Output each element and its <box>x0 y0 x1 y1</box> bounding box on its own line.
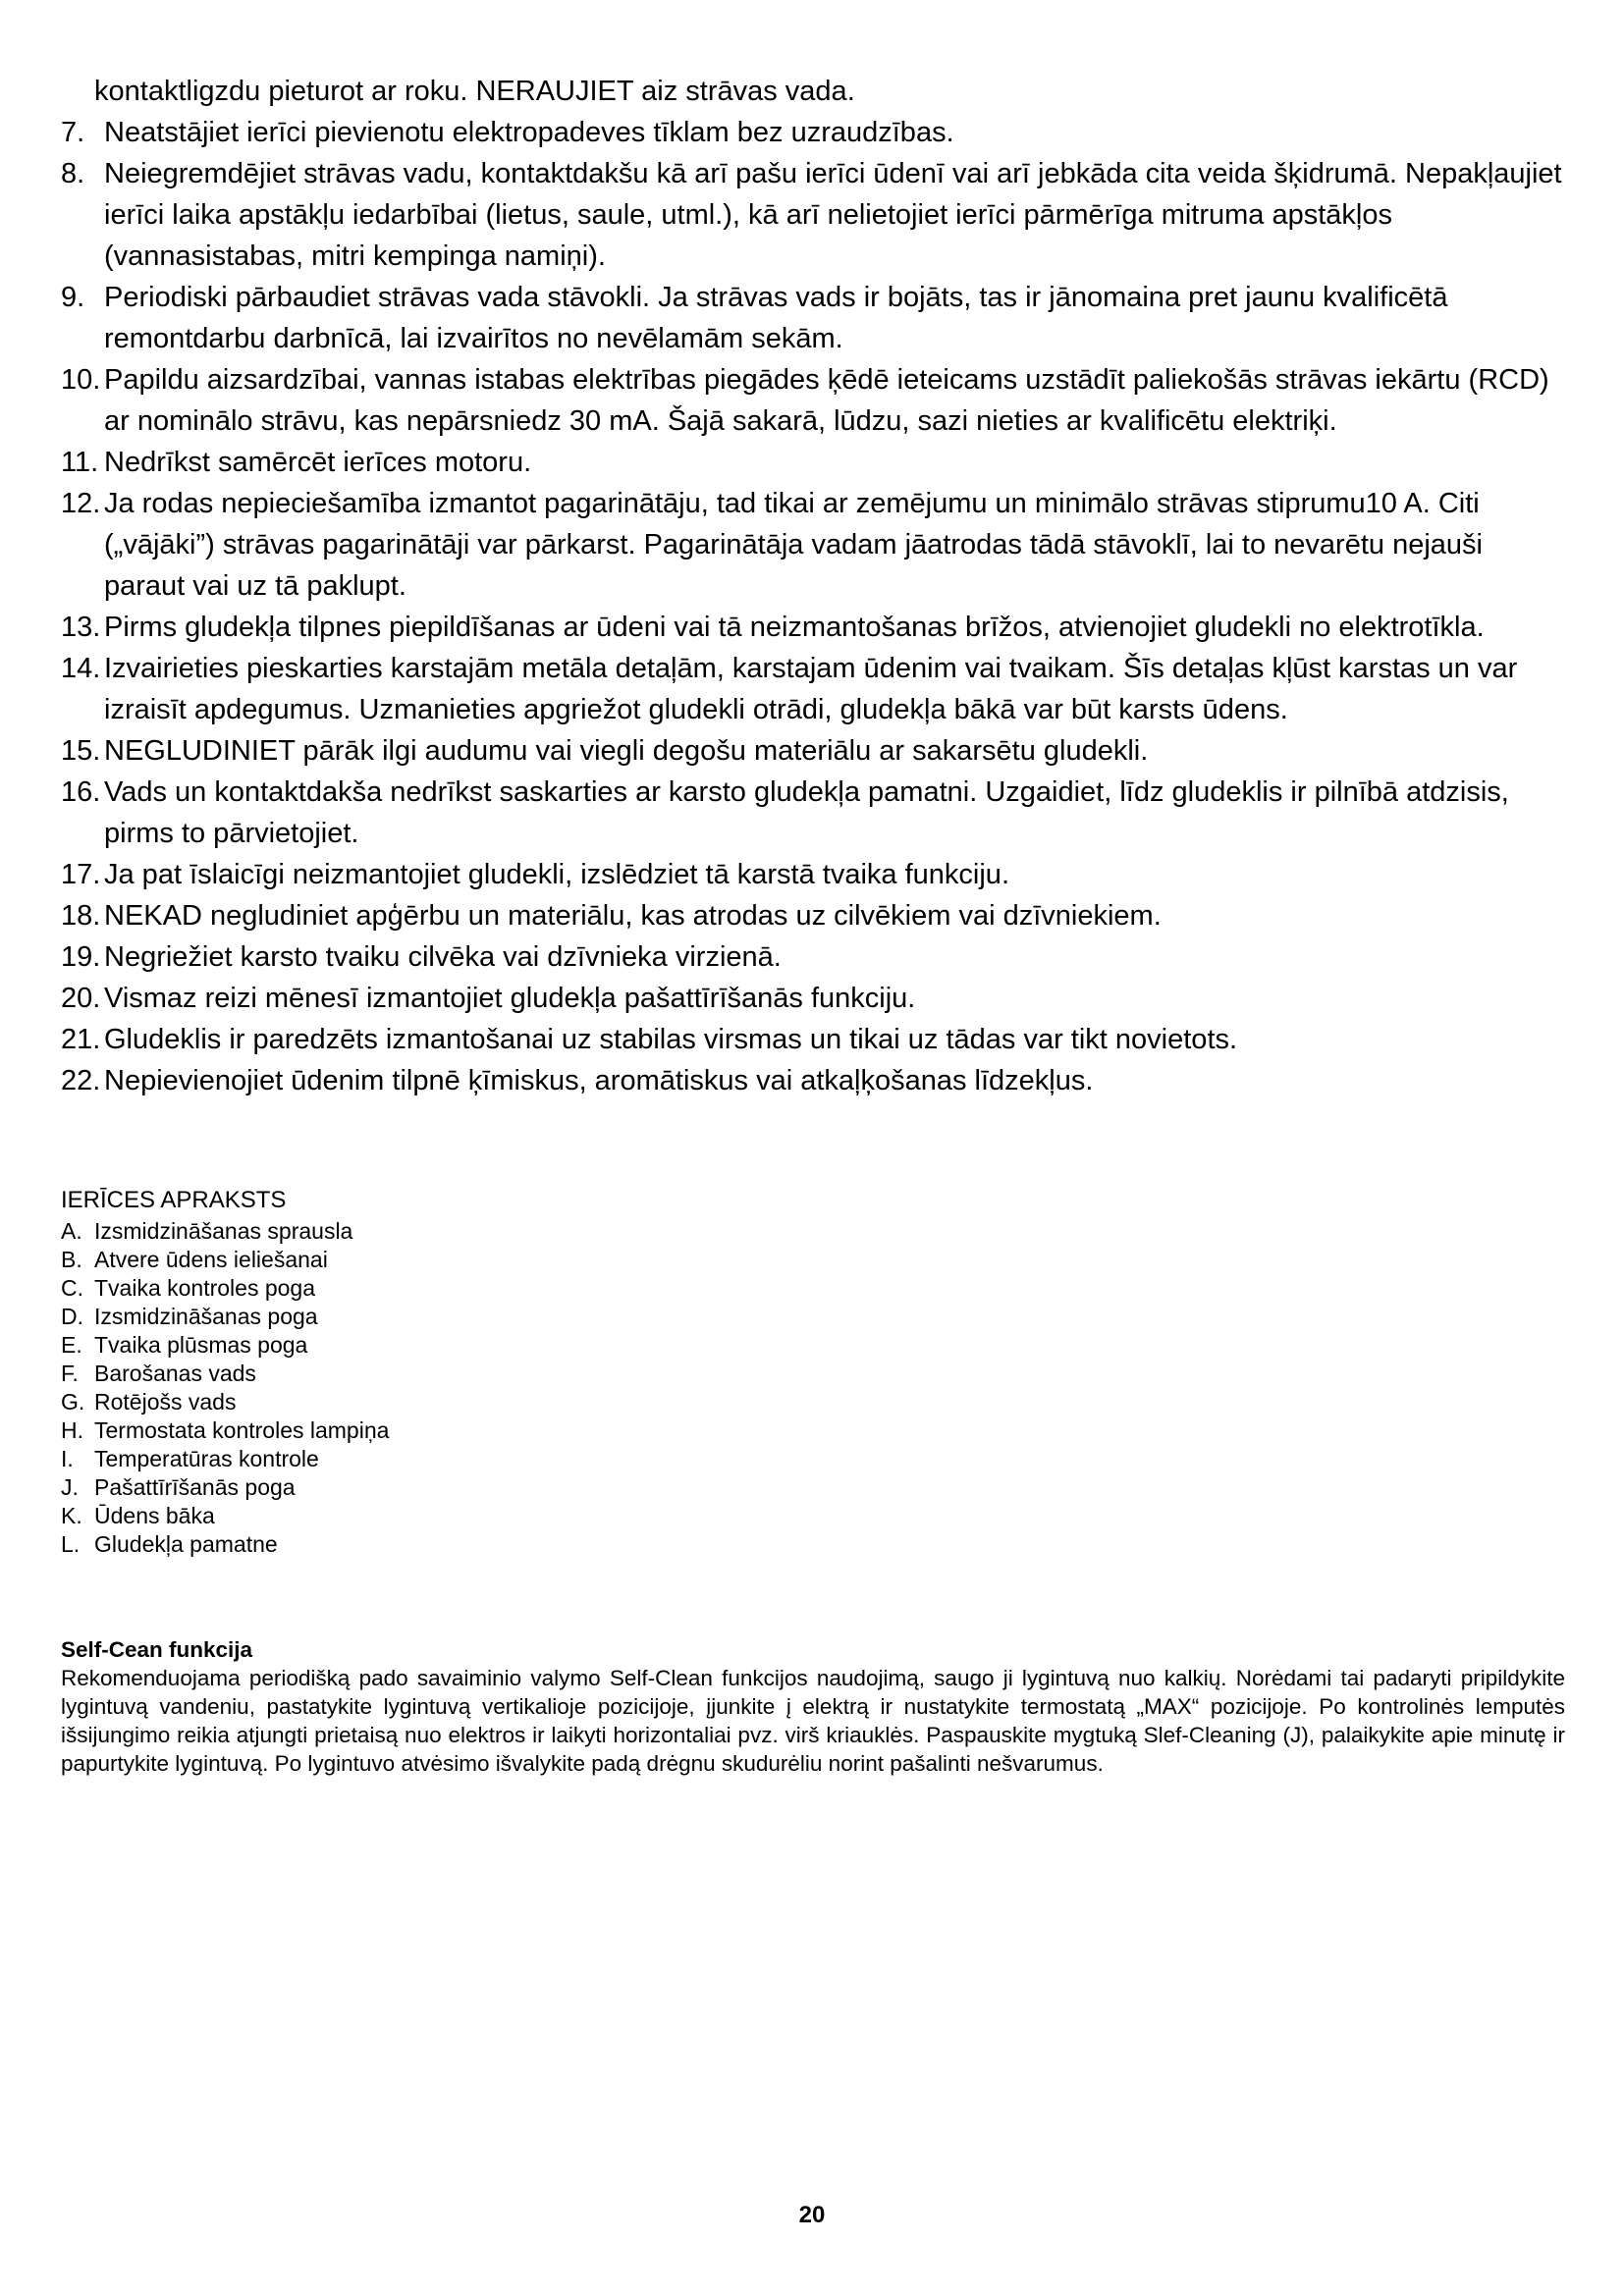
part-letter: L. <box>61 1531 81 1557</box>
safety-instruction-item <box>61 1019 1565 1060</box>
item-number: 14. <box>61 653 101 684</box>
safety-instruction-item <box>61 442 1565 483</box>
item-text: Vads un kontaktdakša nedrīkst saskarties ar karsto gludekļa pamatni. Uzgaidiet, līdz gludeklis ir pilnībā atdzisis, pirms to pārvietojiet. <box>104 776 1509 849</box>
device-part-item <box>61 1473 1565 1502</box>
safety-instruction-item <box>61 112 1565 153</box>
safety-instruction-item <box>61 854 1565 895</box>
item-text: Nepievienojiet ūdenim tilpnē ķīmiskus, aromātiskus vai atkaļķošanas līdzekļus. <box>104 1065 1094 1096</box>
part-name: Izsmidzināšanas poga <box>94 1304 318 1329</box>
item-text: Neatstājiet ierīci pievienotu elektropadeves tīklam bez uzraudzības. <box>104 117 954 148</box>
part-name: Izsmidzināšanas sprausla <box>94 1218 353 1244</box>
item-number: 21. <box>61 1024 101 1055</box>
part-name: Termostata kontroles lampiņa <box>94 1417 390 1443</box>
part-letter: F. <box>61 1361 79 1386</box>
item-number: 16. <box>61 776 101 808</box>
safety-instruction-item <box>61 153 1565 277</box>
part-name: Atvere ūdens ieliešanai <box>94 1247 328 1272</box>
item-text: Vismaz reizi mēnesī izmantojiet gludekļa pašattīrīšanās funkciju. <box>104 983 916 1014</box>
item-number: 10. <box>61 364 101 396</box>
item-text: NEGLUDINIET pārāk ilgi audumu vai viegli degošu materiālu ar sakarsētu gludekli. <box>104 735 1149 767</box>
safety-instruction-item <box>61 277 1565 359</box>
part-letter: I. <box>61 1446 74 1471</box>
item-number: 11. <box>61 447 99 478</box>
part-name: Pašattīrīšanās poga <box>94 1474 296 1500</box>
safety-instruction-item <box>61 607 1565 648</box>
item-number: 7. <box>61 117 85 148</box>
continuation-text: kontaktligzdu pieturot ar roku. NERAUJIET aiz strāvas vada. <box>94 76 855 107</box>
device-description-title: IERĪCES APRAKSTS <box>61 1187 287 1213</box>
device-part-item <box>61 1445 1565 1473</box>
device-parts-list <box>61 1217 1565 1559</box>
item-text: Negriežiet karsto tvaiku cilvēka vai dzīvnieka virzienā. <box>104 941 782 973</box>
safety-instruction-item <box>61 730 1565 772</box>
part-letter: H. <box>61 1417 83 1443</box>
device-description-section <box>61 1186 1565 1559</box>
safety-instruction-item <box>61 1060 1565 1101</box>
part-name: Tvaika kontroles poga <box>94 1275 316 1301</box>
item-number: 20. <box>61 983 101 1014</box>
item-number: 15. <box>61 735 101 767</box>
part-letter: D. <box>61 1304 83 1329</box>
item-number: 22. <box>61 1065 101 1096</box>
item-text: Pirms gludekļa tilpnes piepildīšanas ar ūdeni vai tā neizmantošanas brīžos, atvienojiet gludekli no elektrotīkla. <box>104 612 1485 643</box>
device-part-item <box>61 1502 1565 1530</box>
device-part-item <box>61 1388 1565 1416</box>
item-number: 12. <box>61 488 101 519</box>
safety-instruction-item <box>61 359 1565 442</box>
item-number: 8. <box>61 158 85 189</box>
safety-instruction-item <box>61 895 1565 936</box>
part-letter: J. <box>61 1474 79 1500</box>
item-text: Neiegremdējiet strāvas vadu, kontaktdakšu kā arī pašu ierīci ūdenī vai arī jebkāda cita veida šķidrumā. Nepakļaujiet ierīci laika apstākļu iedarbībai (lietus, saule, utml.), kā arī nelietojiet ierīci pārmērīga mitruma apstākļos (vannasistabas, mitri kempinga namiņi). <box>104 158 1562 272</box>
safety-instructions-list <box>61 112 1565 1101</box>
device-part-item <box>61 1331 1565 1360</box>
part-name: Gludekļa pamatne <box>94 1531 278 1557</box>
item-text: NEKAD negludiniet apģērbu un materiālu, kas atrodas uz cilvēkiem vai dzīvniekiem. <box>104 900 1162 932</box>
safety-instruction-item <box>61 648 1565 730</box>
item-text: Periodiski pārbaudiet strāvas vada stāvokli. Ja strāvas vads ir bojāts, tas ir jānomaina pret jaunu kvalificētā remontdarbu darbnīcā, lai izvairītos no nevēlamām sekām. <box>104 282 1448 354</box>
part-name: Tvaika plūsmas poga <box>94 1332 308 1358</box>
part-name: Ūdens bāka <box>94 1503 215 1528</box>
device-part-item <box>61 1217 1565 1246</box>
device-part-item <box>61 1416 1565 1445</box>
item-text: Ja rodas nepieciešamība izmantot pagarinātāju, tad tikai ar zemējumu un minimālo strāvas stiprumu10 A. Citi („vājāki”) strāvas pagarinātāji var pārkarst. Pagarinātāja vadam jāatrodas tādā stāvoklī, lai to nevarētu nejauši paraut vai uz tā paklupt. <box>104 488 1483 602</box>
self-clean-paragraph: Rekomenduojama periodišką pado savaiminio valymo Self-Clean funkcijos naudojimą, saugo ji lygintuvą nuo kalkių. Norėdami tai padaryti pripildykite lygintuvą vandeniu, pastatykite lygintuvą vertikalioje pozicijoje, įjunkite į elektrą ir nustatykite termostatą „MAX“ pozicijoje. Po kontrolinės lemputės išsijungimo reikia atjungti prietaisą nuo elektros ir laikyti horizontaliai pvz. virš kriauklės. Paspauskite mygtuką Slef-Cleaning (J), palaikykite apie minutę ir papurtykite lygintuvą. Po lygintuvo atvėsimo išvalykite padą drėgnu skudurėliu norint pašalinti nešvarumus. <box>61 1666 1565 1776</box>
part-letter: C. <box>61 1275 83 1301</box>
self-clean-section <box>61 1635 1565 1778</box>
item-number: 17. <box>61 859 101 890</box>
safety-instruction-item <box>61 483 1565 607</box>
item-number: 19. <box>61 941 101 973</box>
page-number: 20 <box>798 2202 826 2228</box>
part-name: Barošanas vads <box>94 1361 256 1386</box>
part-letter: B. <box>61 1247 82 1272</box>
item-number: 9. <box>61 282 85 313</box>
device-part-item <box>61 1303 1565 1331</box>
safety-instruction-item <box>61 978 1565 1019</box>
device-part-item <box>61 1274 1565 1303</box>
safety-instruction-item <box>61 936 1565 978</box>
part-letter: G. <box>61 1389 85 1415</box>
part-letter: E. <box>61 1332 82 1358</box>
part-letter: A. <box>61 1218 82 1244</box>
item-number: 18. <box>61 900 101 932</box>
item-text: Ja pat īslaicīgi neizmantojiet gludekli, izslēdziet tā karstā tvaika funkciju. <box>104 859 1009 890</box>
self-clean-heading: Self-Cean funkcija <box>61 1637 253 1662</box>
part-name: Temperatūras kontrole <box>94 1446 319 1471</box>
part-letter: K. <box>61 1503 82 1528</box>
device-part-item <box>61 1360 1565 1388</box>
item-text: Izvairieties pieskarties karstajām metāla detaļām, karstajam ūdenim vai tvaikam. Šīs detaļas kļūst karstas un var izraisīt apdegumus. Uzmanieties apgriežot gludekli otrādi, gludekļa bākā var būt karsts ūdens. <box>104 653 1518 725</box>
device-part-item <box>61 1246 1565 1274</box>
device-part-item <box>61 1530 1565 1559</box>
safety-instruction-item <box>61 772 1565 854</box>
item-text: Papildu aizsardzībai, vannas istabas elektrības piegādes ķēdē ieteicams uzstādīt paliekošās strāvas iekārtu (RCD) ar nominālo strāvu, kas nepārsniedz 30 mA. Šajā sakarā, lūdzu, sazi nieties ar kvalificētu elektriķi. <box>104 364 1549 437</box>
part-name: Rotējošs vads <box>94 1389 237 1415</box>
item-text: Nedrīkst samērcēt ierīces motoru. <box>104 447 532 478</box>
item-text: Gludeklis ir paredzēts izmantošanai uz stabilas virsmas un tikai uz tādas var tikt novietots. <box>104 1024 1238 1055</box>
item-number: 13. <box>61 612 101 643</box>
